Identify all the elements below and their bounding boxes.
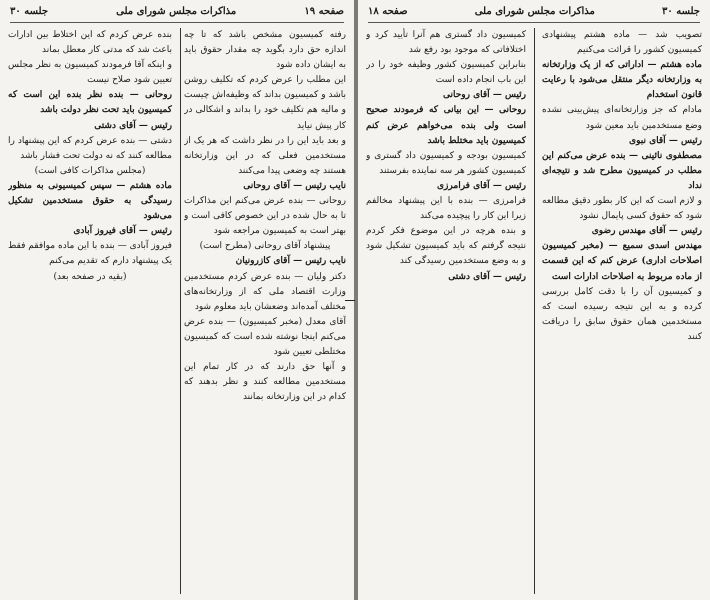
text-paragraph: و بعد باید این را در نظر داشت که هر یک از مستخدمین فعلی که در این وزارتخانه هستند چه وضعی پیدا می‌کنند [184, 135, 346, 176]
text-paragraph: و آنها حق دارند که در کار تمام این مستخدمین مطالعه کنند و نظر بدهند که کدام در این وزارتخانه بمانند [184, 362, 346, 403]
text-paragraph: فرامرزی — بنده با این پیشنهاد مخالفم زیرا این کار را پیچیده می‌کند [366, 196, 526, 222]
header-session: جلسه ۳۰ [10, 6, 49, 17]
speaker-paragraph: مهندس اسدی سمیع — (مخبر کمیسیون اصلاحات اداری) عرض کنم که این قسمت از ماده مربوط به اصلاحات ادارات است [542, 241, 702, 282]
text-paragraph: بنده عرض کردم که این اختلاط بین ادارات باعث شد که مدتی کار معطل بماند [8, 30, 172, 56]
speaker-paragraph: نایب رئیس — آقای روحانی [243, 180, 346, 191]
text-column-right [184, 28, 346, 594]
speaker-paragraph: رئیس — آقای فرامرزی [437, 180, 526, 191]
speaker-paragraph: رئیس — آقای روحانی [442, 90, 526, 101]
page-header [368, 6, 700, 23]
speaker-paragraph: روحانی — بنده نظر بنده این است که کمیسیون باید تحت نظر دولت باشد [8, 90, 172, 116]
speaker-paragraph: ماده هشتم — سپس کمیسیونی به منظور رسیدگی به حقوق مستخدمین تشکیل می‌شود [8, 180, 172, 222]
text-column-right [542, 28, 702, 594]
speaker-paragraph: رئیس — آقای نبوی [629, 135, 702, 146]
text-paragraph: و بنده هرچه در این موضوع فکر کردم نتیجه گرفتم که باید کمیسیون تشکیل شود و به وضع مستخدمین رسیدگی کند [366, 226, 526, 267]
column-divider [534, 28, 535, 594]
speaker-paragraph: روحانی — این بیانی که فرمودند صحیح است ولی بنده می‌خواهم عرض کنم کمیسیون باید مختلط باشد [366, 105, 526, 146]
text-paragraph: و کمیسیون آن را با دقت کامل بررسی کرده و به این نتیجه رسیده است که مستخدمین همان حقوق سابق را دریافت کنند [542, 286, 702, 342]
header-title: مذاکرات مجلس شورای ملی [116, 6, 237, 17]
speaker-paragraph: مصطفوی نائینی — بنده عرض می‌کنم این مطلب در کمیسیون مطرح شد و نتیجه‌ای نداد [542, 150, 702, 191]
text-paragraph: این مطلب را عرض کردم که تکلیف روشن باشد و کمیسیون بداند که وظیفه‌اش چیست و مالیه هم تکلیف خود را بداند و اشکالی در کار پیش نیاید [184, 75, 346, 131]
centered-note: پیشنهاد آقای روحانی (مطرح است) [199, 241, 331, 252]
text-paragraph: و اینکه آقا فرمودند کمیسیون به نظر مجلس تعیین شود صلاح نیست [8, 60, 172, 86]
text-paragraph: کمیسیون داد گستری هم آنرا تأیید کرد و اختلافاتی که موجود بود رفع شد [366, 30, 526, 56]
speaker-paragraph: رئیس — آقای دشتی [94, 120, 172, 131]
centered-note: (مجلس مذاکرات کافی است) [34, 165, 146, 176]
speaker-paragraph: نایب رئیس — آقای کازرونیان [235, 256, 346, 267]
header-page-number: صفحه ۱۸ [368, 6, 408, 17]
header-session: جلسه ۳۰ [661, 6, 700, 17]
text-paragraph: دکتر ولیان — بنده عرض کردم مستخدمین وزارت اقتصاد ملی که از وزارتخانه‌های مختلف آمده‌اند وضعشان باید معلوم شود [184, 271, 346, 312]
page-header [10, 6, 344, 23]
text-column-left [8, 28, 172, 594]
text-paragraph: رفته کمیسیون مشخص باشد که تا چه اندازه حق دارد بگوید چه مقدار حقوق باید به ایشان داده شود [184, 30, 346, 71]
text-paragraph: روحانی — بنده عرض می‌کنم این مذاکرات تا به حال شده در این خصوص کافی است و بهتر است به کمیسیون مراجعه شود [184, 196, 346, 237]
speaker-paragraph: رئیس — آقای دشتی [448, 271, 526, 282]
left-page [0, 0, 354, 600]
header-page-number: صفحه ۱۹ [304, 6, 344, 17]
pen-mark [345, 300, 355, 309]
column-divider [180, 28, 181, 594]
right-page [358, 0, 710, 600]
text-column-left [366, 28, 526, 594]
text-paragraph: بنابراین کمیسیون کشور وظیفه خود را در این باب انجام داده است [366, 60, 526, 86]
text-paragraph: فیروز آبادی — بنده با این ماده موافقم فقط یک پیشنهاد دارم که تقدیم می‌کنم [8, 241, 172, 267]
speaker-paragraph: رئیس — آقای فیروز آبادی [73, 226, 172, 237]
text-paragraph: تصویب شد — ماده هشتم پیشنهادی کمیسیون کشور را قرائت می‌کنیم [542, 30, 702, 56]
text-paragraph: مادام که جز وزارتخانه‌ای پیش‌بینی نشده وضع مستخدمین باید معین شود [542, 105, 702, 131]
text-paragraph: و لازم است که این کار بطور دقیق مطالعه شود که حقوق کسی پایمال نشود [542, 196, 702, 222]
speaker-paragraph: رئیس — آقای مهندس رضوی [591, 226, 702, 237]
text-paragraph: آقای معدل (مخبر کمیسیون) — بنده عرض می‌کنم اینجا نوشته شده است که کمیسیون مختلطی تعیین شود [184, 316, 346, 357]
header-title: مذاکرات مجلس شورای ملی [474, 6, 595, 17]
centered-note: (بقیه در صفحه بعد) [53, 271, 127, 282]
speaker-paragraph: ماده هشتم — اداراتی که از یک وزارتخانه به وزارتخانه دیگر منتقل می‌شود با رعایت قانون استخدام [542, 60, 702, 101]
text-paragraph: کمیسیون بودجه و کمیسیون داد گستری و کمیسیون کشور هر سه نماینده بفرستند [366, 150, 526, 176]
text-paragraph: دشتی — بنده عرض کردم که این پیشنهاد را مطالعه کنند که نه دولت تحت فشار باشد [8, 135, 172, 161]
